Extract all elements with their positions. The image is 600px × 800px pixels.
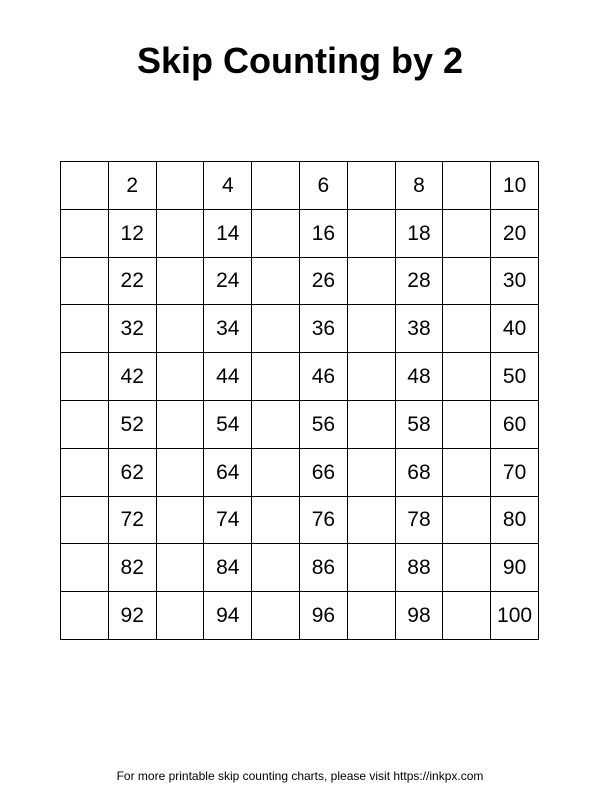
grid-row [61,209,539,257]
blank-cell [61,448,109,496]
number-cell: 74 [204,496,252,544]
blank-cell [347,448,395,496]
number-cell: 56 [299,400,347,448]
number-cell: 48 [395,353,443,401]
blank-cell [252,305,300,353]
blank-cell [443,209,491,257]
number-cell: 50 [491,353,539,401]
number-cell: 96 [299,592,347,640]
number-cell: 42 [108,353,156,401]
blank-cell [347,257,395,305]
number-cell: 18 [395,209,443,257]
blank-cell [443,448,491,496]
number-cell: 26 [299,257,347,305]
blank-cell [252,162,300,210]
blank-cell [156,400,204,448]
number-cell: 78 [395,496,443,544]
number-cell: 40 [491,305,539,353]
number-cell: 34 [204,305,252,353]
blank-cell [252,257,300,305]
blank-cell [252,496,300,544]
number-cell: 72 [108,496,156,544]
blank-cell [156,305,204,353]
grid-body [61,162,539,640]
footer-note: For more printable skip counting charts, please visit https://inkpx.com [116,769,484,783]
number-cell: 20 [491,209,539,257]
blank-cell [252,400,300,448]
number-cell: 6 [299,162,347,210]
blank-cell [156,162,204,210]
number-cell: 36 [299,305,347,353]
blank-cell [443,305,491,353]
blank-cell [61,353,109,401]
number-cell: 22 [108,257,156,305]
blank-cell [347,353,395,401]
number-cell: 60 [491,400,539,448]
blank-cell [347,162,395,210]
number-cell: 12 [108,209,156,257]
number-cell: 58 [395,400,443,448]
blank-cell [61,544,109,592]
number-cell: 82 [108,544,156,592]
blank-cell [156,592,204,640]
number-cell: 38 [395,305,443,353]
number-cell: 54 [204,400,252,448]
number-cell: 32 [108,305,156,353]
blank-cell [347,544,395,592]
number-cell: 10 [491,162,539,210]
grid-row [61,544,539,592]
number-cell: 88 [395,544,443,592]
page-title: Skip Counting by 2 [136,40,463,81]
number-cell: 66 [299,448,347,496]
number-cell: 14 [204,209,252,257]
blank-cell [347,592,395,640]
blank-cell [156,544,204,592]
number-cell: 4 [204,162,252,210]
number-cell: 68 [395,448,443,496]
blank-cell [443,162,491,210]
blank-cell [156,496,204,544]
number-cell: 98 [395,592,443,640]
number-cell: 90 [491,544,539,592]
blank-cell [61,209,109,257]
number-cell: 100 [491,592,539,640]
blank-cell [252,448,300,496]
number-cell: 80 [491,496,539,544]
blank-cell [156,448,204,496]
number-cell: 86 [299,544,347,592]
number-cell: 30 [491,257,539,305]
grid-row [61,496,539,544]
number-cell: 28 [395,257,443,305]
grid-row [61,592,539,640]
blank-cell [347,305,395,353]
number-cell: 64 [204,448,252,496]
blank-cell [61,496,109,544]
number-cell: 62 [108,448,156,496]
grid-row [61,448,539,496]
number-cell: 94 [204,592,252,640]
number-cell: 92 [108,592,156,640]
blank-cell [443,400,491,448]
number-cell: 24 [204,257,252,305]
blank-cell [156,209,204,257]
blank-cell [61,305,109,353]
number-cell: 46 [299,353,347,401]
grid-row [61,353,539,401]
blank-cell [252,544,300,592]
number-cell: 52 [108,400,156,448]
blank-cell [252,209,300,257]
blank-cell [443,496,491,544]
grid-row [61,400,539,448]
number-cell: 44 [204,353,252,401]
blank-cell [61,400,109,448]
grid-row [61,305,539,353]
blank-cell [61,257,109,305]
blank-cell [347,496,395,544]
blank-cell [252,353,300,401]
number-cell: 84 [204,544,252,592]
blank-cell [347,400,395,448]
blank-cell [156,353,204,401]
blank-cell [443,592,491,640]
number-cell: 76 [299,496,347,544]
blank-cell [61,592,109,640]
number-cell: 70 [491,448,539,496]
number-cell: 8 [395,162,443,210]
blank-cell [156,257,204,305]
skip-counting-grid [60,161,539,640]
blank-cell [443,544,491,592]
grid-row [61,257,539,305]
blank-cell [252,592,300,640]
blank-cell [443,353,491,401]
blank-cell [443,257,491,305]
blank-cell [61,162,109,210]
grid-row [61,162,539,210]
blank-cell [347,209,395,257]
number-cell: 2 [108,162,156,210]
number-cell: 16 [299,209,347,257]
